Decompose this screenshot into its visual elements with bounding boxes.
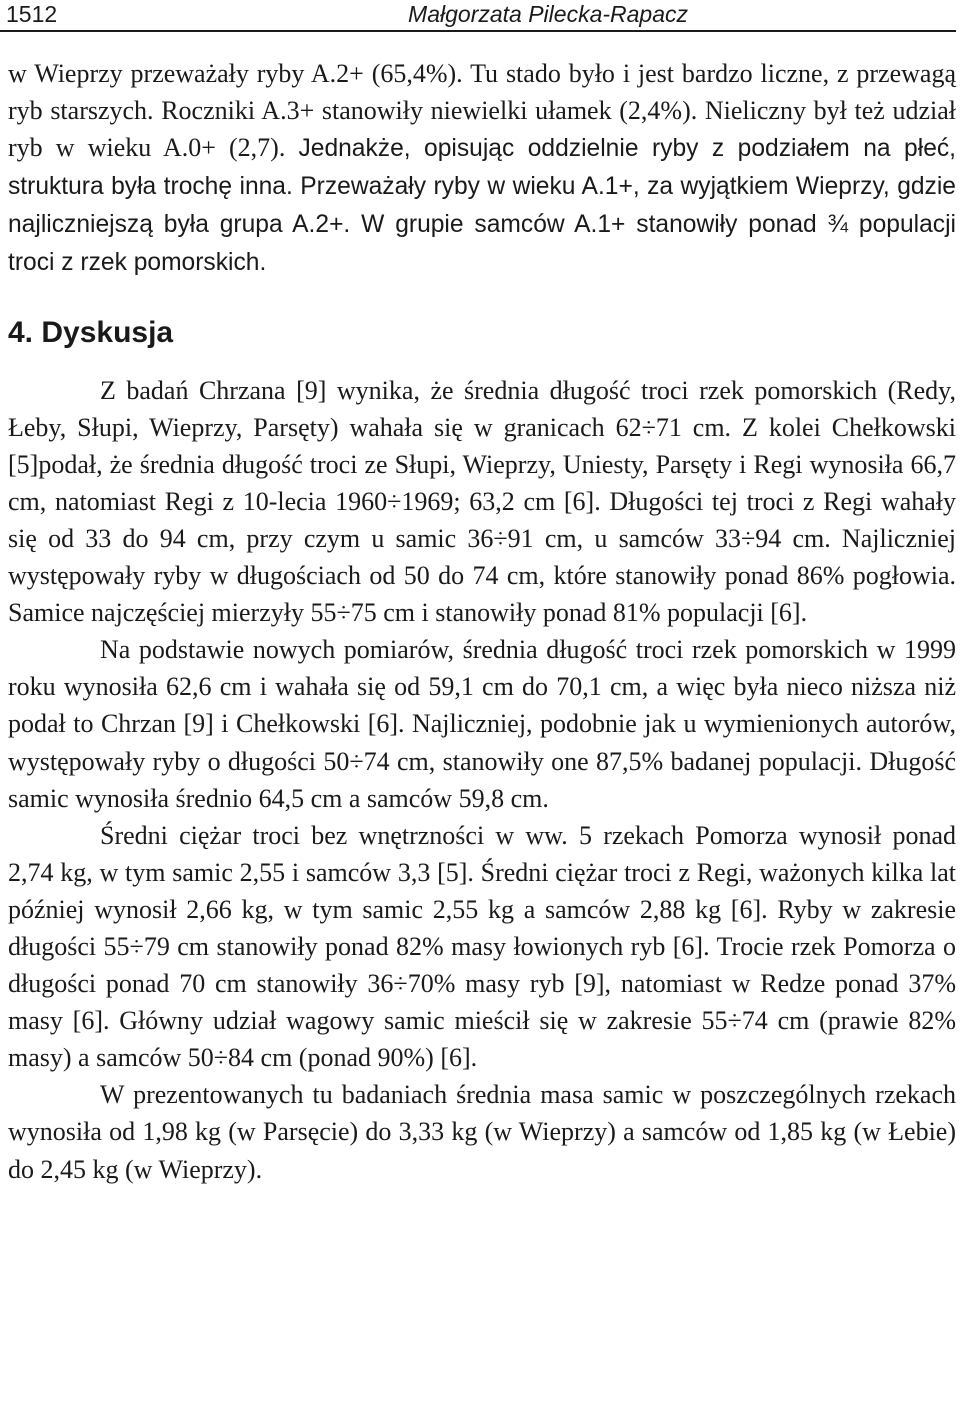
page-number: 1512 <box>6 1 58 27</box>
intro-paragraph <box>8 55 956 282</box>
paragraph-1: Z badań Chrzana [9] wynika, że średnia długość troci rzek pomorskich (Redy, Łeby, Słupi, Wieprzy, Parsęty) wahała się w granicach 62÷71 cm. Z kolei Chełkowski [5]podał, że średnia długość troci ze Słupi, Wieprzy, Uniesty, Parsęty i Regi wynosiła 66,7 cm, natomiast Regi z 10-lecia 1960÷1969; 63,2 cm [6]. Długości tej troci z Regi wahały się od 33 do 94 cm, przy czym u samic 36÷91 cm, u samców 33÷94 cm. Najliczniej występowały ryby w długościach od 50 do 74 cm, które stanowiły ponad 86% pogłowia. Samice najczęściej mierzyły 55÷75 cm i stanowiły ponad 81% populacji [6]. <box>8 375 956 628</box>
body-text <box>8 55 956 1188</box>
section-heading: 4. Dyskusja <box>8 315 174 349</box>
intro-serif-text: w Wieprzy przeważały ryby A.2+ (65,4%). Tu stado było i jest bardzo liczne, z przewagą ryb starszych. Roczniki A.3+ stanowiły niewielki ułamek (2,4%). Nieliczny był też udział ryb w wieku A.0+ (2,7). <box>8 59 956 163</box>
page-header <box>0 0 956 32</box>
paragraph-4: W prezentowanych tu badaniach średnia masa samic w poszczególnych rzekach wynosiła od 1,98 kg (w Parsęcie) do 3,33 kg (w Wieprzy) a samców od 1,85 kg (w Łebie) do 2,45 kg (w Wieprzy). <box>8 1080 956 1184</box>
running-title: Małgorzata Pilecka-Rapacz <box>408 1 688 27</box>
paragraph-3: Średni ciężar troci bez wnętrzności w ww. 5 rzekach Pomorza wynosił ponad 2,74 kg, w tym samic 2,55 i samców 3,3 [5]. Średni ciężar troci z Regi, ważonych kilka lat później wynosił 2,66 kg, w tym samic 2,55 kg a samców 2,88 kg [6]. Ryby w zakresie długości 55÷79 cm stanowiły ponad 82% masy łowionych ryb [6]. Trocie rzek Pomorza o długości ponad 70 cm stanowiły 36÷70% masy ryb [9], natomiast w Redze ponad 37% masy [6]. Główny udział wagowy samic mieścił się w zakresie 55÷74 cm (prawie 82% masy) a samców 50÷84 cm (ponad 90%) [6]. <box>8 820 956 1073</box>
intro-sans-text: Jednakże, opisując oddzielnie ryby z podziałem na płeć, struktura była trochę inna. Przeważały ryby w wieku A.1+, za wyjątkiem Wieprzy, gdzie najliczniejszą była grupa A.2+. W grupie samców A.1+ stanowiły ponad ¾ populacji troci z rzek pomorskich. <box>8 135 956 277</box>
paragraph-2: Na podstawie nowych pomiarów, średnia długość troci rzek pomorskich w 1999 roku wynosiła 62,6 cm i wahała się od 59,1 cm do 70,1 cm, a więc była nieco niższa niż podał to Chrzan [9] i Chełkowski [6]. Najliczniej, podobnie jak u wymienionych autorów, występowały ryby o długości 50÷74 cm, stanowiły one 87,5% badanej populacji. Długość samic wynosiła średnio 64,5 cm a samców 59,8 cm. <box>8 635 956 813</box>
